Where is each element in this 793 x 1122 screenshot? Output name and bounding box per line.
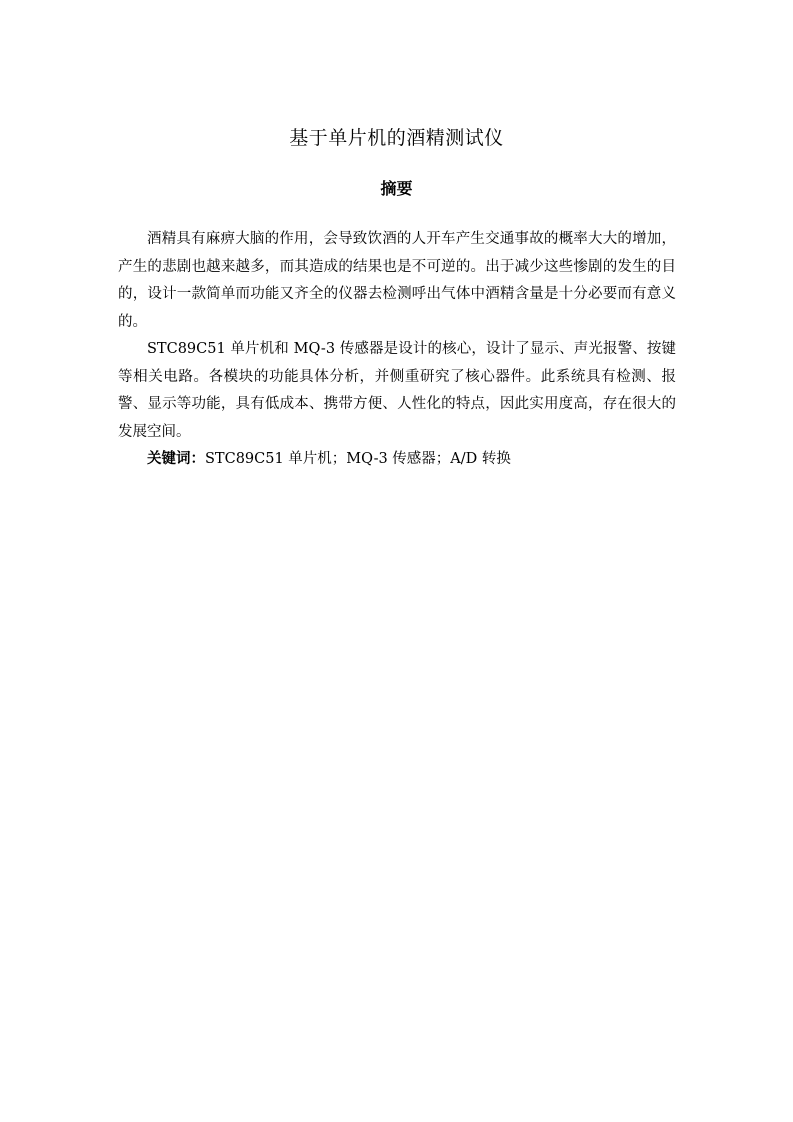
abstract-paragraph-2: STC89C51 单片机和 MQ-3 传感器是设计的核心，设计了显示、声光报警、按键等相关电路。各模块的功能具体分析，并侧重研究了核心器件。此系统具有检测、报警、显示等功能，具有低成本、携带方便、人性化的特点，因此实用度高，存在很大的发展空间。 [118, 341, 676, 440]
document-title: 基于单片机的酒精测试仪 [289, 127, 504, 149]
keywords-label: 关键词： [147, 451, 205, 467]
keywords-line [118, 446, 676, 474]
abstract-body [118, 226, 676, 474]
abstract-paragraph-1: 酒精具有麻痹大脑的作用，会导致饮酒的人开车产生交通事故的概率大大的增加，产生的悲剧也越来越多，而其造成的结果也是不可逆的。出于减少这些惨剧的发生的目的，设计一款简单而功能又齐全的仪器去检测呼出气体中酒精含量是十分必要而有意义的。 [118, 231, 676, 330]
abstract-heading: 摘要 [380, 179, 413, 198]
keywords-text: STC89C51 单片机；MQ-3 传感器；A/D 转换 [205, 451, 511, 467]
